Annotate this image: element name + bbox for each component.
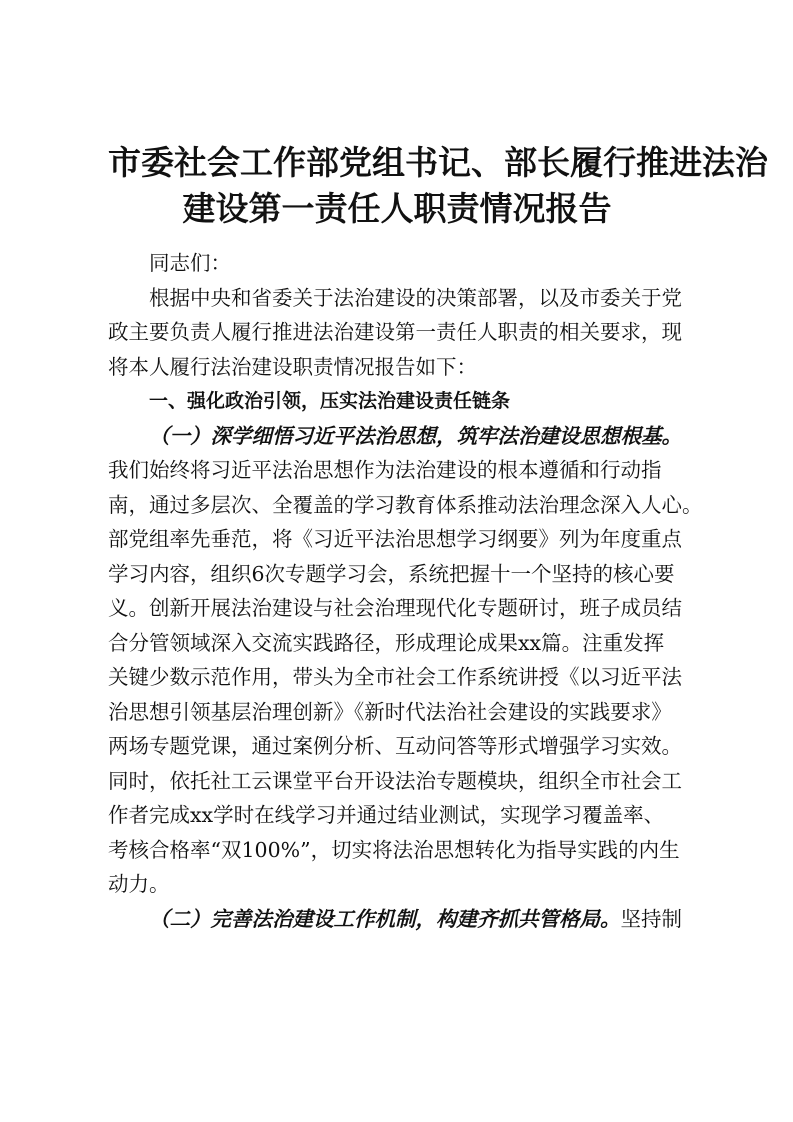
paragraph-line: 动力。 (108, 872, 170, 896)
paragraph-line: 作者完成xx学时在线学习并通过结业测试，实现学习覆盖率、 (108, 803, 665, 827)
paragraph-line: 南，通过多层次、全覆盖的学习教育体系推动法治理念深入人心。 (108, 492, 703, 517)
intro-line: 根据中央和省委关于法治建设的决策部署，以及市委关于党 (149, 285, 682, 310)
subsection-heading-2: （二）完善法治建设工作机制，构建齐抓共管格局。 (149, 906, 621, 931)
intro-line: 政主要负责人履行推进法治建设第一责任人职责的相关要求，现 (108, 320, 682, 344)
document-page (108, 140, 768, 936)
document-title (108, 140, 768, 232)
paragraph-line: 治思想引领基层治理创新》《新时代法治社会建设的实践要求》 (108, 699, 672, 724)
paragraph-line: 同时，依托社工云课堂平台开设法治专题模块，组织全市社会工 (108, 768, 682, 793)
paragraph-line: 两场专题党课，通过案例分析、互动问答等形式增强学习实效。 (108, 734, 682, 758)
paragraph-line: 关键少数示范作用，带头为全市社会工作系统讲授《以习近平法 (108, 665, 682, 689)
subsection-2-first-line (108, 902, 686, 937)
greeting: 同志们： (149, 251, 231, 275)
paragraph-line: 考核合格率“双100%”，切实将法治思想转化为指导实践的内生 (108, 837, 680, 862)
paragraph-line: 我们始终将习近平法治思想作为法治建设的根本遵循和行动指 (108, 458, 662, 482)
paragraph-line: 学习内容，组织6次专题学习会，系统把握十一个坚持的核心要 (108, 561, 675, 586)
subsection-heading-1: （一）深学细悟习近平法治思想，筑牢法治建设思想根基。 (149, 423, 682, 448)
paragraph-line: 义。创新开展法治建设与社会治理现代化专题研讨，班子成员结 (108, 596, 682, 620)
paragraph-line: 合分管领域深入交流实践路径，形成理论成果xx篇。注重发挥 (108, 630, 665, 655)
title-line-1: 市委社会工作部党组书记、部长履行推进法治 (108, 143, 768, 182)
section-heading-1: 一、强化政治引领，压实法治建设责任链条 (149, 390, 511, 412)
subsection-2-text: 坚持制 (620, 906, 682, 931)
paragraph-line: 部党组率先垂范，将《习近平法治思想学习纲要》列为年度重点 (108, 527, 682, 551)
title-line-2: 建设第一责任人职责情况报告 (182, 189, 612, 228)
intro-line: 将本人履行法治建设职责情况报告如下： (108, 354, 477, 379)
subsection-1-first-line (108, 419, 686, 454)
